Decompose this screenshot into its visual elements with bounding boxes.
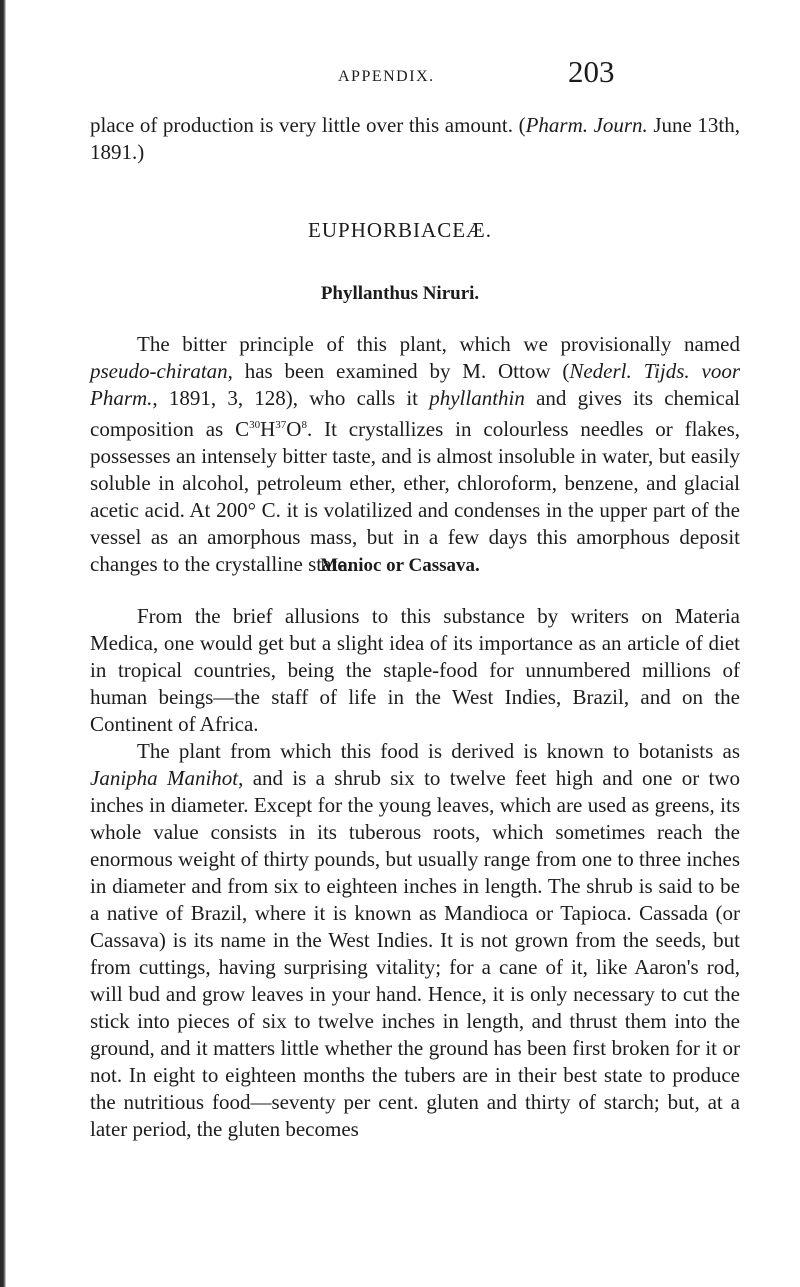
manioc-paragraph-1: From the brief allusions to this substance by writers on Materia Medica, one would get but a slight idea of its importance as an article of diet in tropical countries, being the staple-food for unnumbered millions of human beings—the staff of life in the West Indies, Brazil, and on the Continent of Africa. (90, 604, 740, 736)
phyllanthus-text-3: , 1891, 3, 128), who calls it (152, 386, 418, 410)
intro-paragraph: place of production is very little over this amount. (Pharm. Journ. June 13th, 1891.) (90, 113, 741, 164)
manioc-heading: Manioc or Cassava. (320, 555, 480, 576)
intro-text: place of production is very little over this amount. (90, 113, 513, 137)
phyllanthus-paragraph (90, 331, 740, 578)
page-number: 203 (568, 54, 615, 89)
phyllanthus-name: pseudo-chiratan (90, 359, 228, 383)
running-head: APPENDIX. (338, 68, 435, 85)
phyllanthus-text-1: The bitter principle of this plant, which we provisionally named (137, 332, 740, 356)
phyllanthus-journal: Nederl. Tijds. voor Pharm. (90, 359, 740, 410)
manioc-paragraph-2 (90, 738, 740, 1143)
phyllanthus-text-2: , has been examined by M. Ottow ( (227, 359, 570, 383)
section-title: EUPHORBIACEÆ. (308, 218, 492, 242)
manioc-species: Janipha Manihot (90, 766, 239, 790)
phyllanthus-text-4: and gives its chemical composition as (90, 386, 741, 441)
intro-citation-journal: Pharm. Journ. (525, 113, 648, 137)
book-spine-edge (0, 0, 6, 1287)
manioc-text-2b: , and is a shrub six to twelve feet high and one or two inches in diameter. Except for the young leaves, which are used as greens, its whole value consists in its tuberous roots, which sometimes reach the enormous weight of thirty pounds, but usually range from one to three inches in diameter and from six to eighteen inches in length. The shrub is said to be a native of Brazil, where it is known as Mandioca or Tapioca. Cassada (or Cassava) is its name in the West Indies. It is not grown from the seeds, but from cuttings, having surprising vitality; for a cane of it, like Aaron's rod, will bud and grow leaves in your hand. Hence, it is only necessary to cut the stick into pieces of six to twelve inches in length, and thrust them into the ground, and it matters little whether the ground has been first broken for it or not. In eight to eighteen months the tubers are in their best state to produce the nutritious food—seventy per cent. gluten and thirty of starch; but, at a later period, the gluten becomes (90, 766, 740, 1141)
manioc-text-2a: The plant from which this food is derived is known to botanists as (137, 739, 740, 763)
chemical-formula: $C^{30}H^{37}O^8$ (235, 417, 307, 441)
phyllanthus-compound: phyllanthin (429, 386, 525, 410)
manioc-section-body (90, 603, 740, 1143)
intro-citation-date: June 13th, 1891.) (90, 113, 741, 164)
phyllanthus-heading: Phyllanthus Niruri. (320, 283, 480, 304)
phyllanthus-text-5: . It crystallizes in colourless needles or flakes, possesses an intensely bitter taste, and is almost insoluble in water, but easily soluble in alcohol, petroleum ether, ether, chloroform, benzene, and glacial acetic acid. At 200° C. it is volatilized and condenses in the upper part of the vessel as an amorphous mass, but in a few days this amorphous deposit changes to the crystalline state. (90, 417, 741, 576)
page-header (0, 44, 800, 89)
